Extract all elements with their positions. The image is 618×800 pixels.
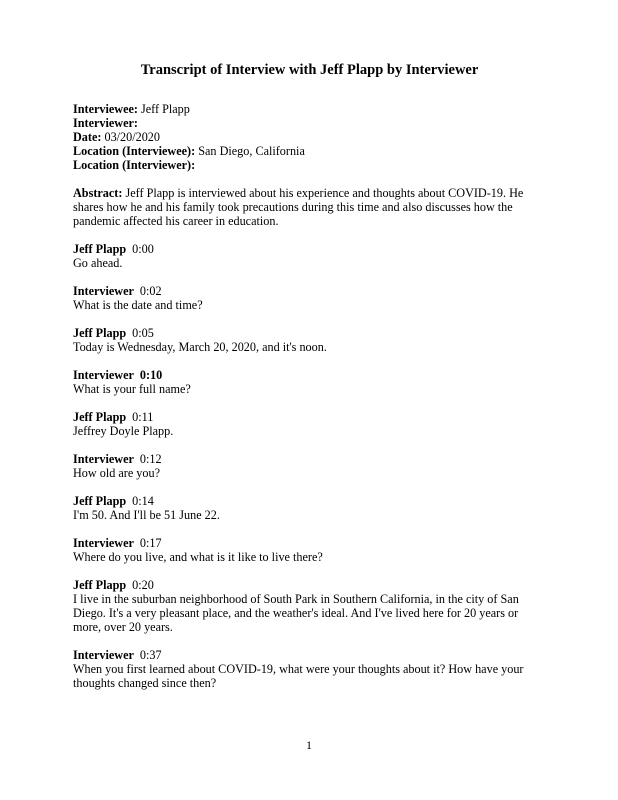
utterance-text: What is the date and time?: [73, 298, 203, 312]
speaker-line: [73, 410, 546, 424]
metadata-label: Location (Interviewer):: [73, 158, 196, 172]
speaker-name: Jeff Plapp: [73, 494, 127, 508]
speaker-name: Jeff Plapp: [73, 242, 127, 256]
timestamp: 0:02: [139, 284, 162, 298]
speaker-line: [73, 326, 546, 340]
timestamp: 0:10: [139, 368, 163, 382]
metadata-label: Date:: [73, 130, 102, 144]
abstract-paragraph: [73, 186, 546, 228]
transcript-entry: [73, 284, 546, 312]
speaker-name: Jeff Plapp: [73, 326, 127, 340]
speaker-name: Interviewer: [73, 648, 134, 662]
transcript-entry: [73, 410, 546, 438]
transcript-entry: [73, 536, 546, 564]
speaker-line: [73, 284, 546, 298]
utterance-text: Where do you live, and what is it like to live there?: [73, 550, 323, 564]
metadata-row: [73, 116, 546, 130]
utterance-text: Today is Wednesday, March 20, 2020, and it's noon.: [73, 340, 327, 354]
metadata-row: [73, 102, 546, 116]
speaker-line: [73, 494, 546, 508]
speaker-name: Interviewer: [73, 452, 134, 466]
speaker-line: [73, 578, 546, 592]
metadata-label: Interviewer:: [73, 116, 138, 130]
utterance-text: When you first learned about COVID-19, what were your thoughts about it? How have your thoughts changed since then?: [73, 662, 524, 690]
transcript-entry: [73, 494, 546, 522]
transcript-section: [73, 242, 546, 690]
transcript-entry: [73, 578, 546, 634]
metadata-block: [73, 102, 546, 172]
timestamp: 0:17: [139, 536, 162, 550]
speaker-name: Interviewer: [73, 536, 134, 550]
speaker-name: Interviewer: [73, 368, 134, 382]
metadata-label: Interviewee:: [73, 102, 138, 116]
transcript-entry: [73, 648, 546, 690]
metadata-row: [73, 158, 546, 172]
timestamp: 0:37: [139, 648, 162, 662]
metadata-row: [73, 144, 546, 158]
timestamp: 0:00: [132, 242, 154, 256]
timestamp: 0:05: [132, 326, 154, 340]
transcript-entry: [73, 326, 546, 354]
metadata-label: Location (Interviewee):: [73, 144, 196, 158]
speaker-name: Jeff Plapp: [73, 578, 127, 592]
speaker-line: [73, 452, 546, 466]
speaker-line: [73, 368, 546, 382]
utterance-text: Go ahead.: [73, 256, 123, 270]
timestamp: 0:14: [132, 494, 154, 508]
speaker-line: [73, 242, 546, 256]
speaker-name: Interviewer: [73, 284, 134, 298]
abstract-label: Abstract:: [73, 186, 123, 200]
utterance-text: Jeffrey Doyle Plapp.: [73, 424, 174, 438]
transcript-entry: [73, 368, 546, 396]
utterance-text: How old are you?: [73, 466, 160, 480]
metadata-value: 03/20/2020: [104, 130, 160, 144]
speaker-name: Jeff Plapp: [73, 410, 127, 424]
page-number: 1: [306, 738, 312, 752]
timestamp: 0:20: [132, 578, 154, 592]
utterance-text: What is your full name?: [73, 382, 191, 396]
metadata-row: [73, 130, 546, 144]
timestamp: 0:11: [132, 410, 154, 424]
timestamp: 0:12: [139, 452, 162, 466]
abstract-text: Jeff Plapp is interviewed about his experience and thoughts about COVID-19. He shares how he and his family took precautions during this time and also discusses how the pandemic affected his career in education.: [73, 186, 524, 228]
transcript-entry: [73, 452, 546, 480]
speaker-line: [73, 536, 546, 550]
transcript-entry: [73, 242, 546, 270]
speaker-line: [73, 648, 546, 662]
metadata-value: Jeff Plapp: [141, 102, 190, 116]
metadata-value: San Diego, California: [198, 144, 305, 158]
utterance-text: I'm 50. And I'll be 51 June 22.: [73, 508, 220, 522]
document-title: Transcript of Interview with Jeff Plapp by Interviewer: [140, 62, 479, 78]
utterance-text: I live in the suburban neighborhood of South Park in Southern California, in the city of San Diego. It's a very pleasant place, and the weather's ideal. And I've lived here for 20 years or more, over 20 years.: [73, 592, 519, 634]
